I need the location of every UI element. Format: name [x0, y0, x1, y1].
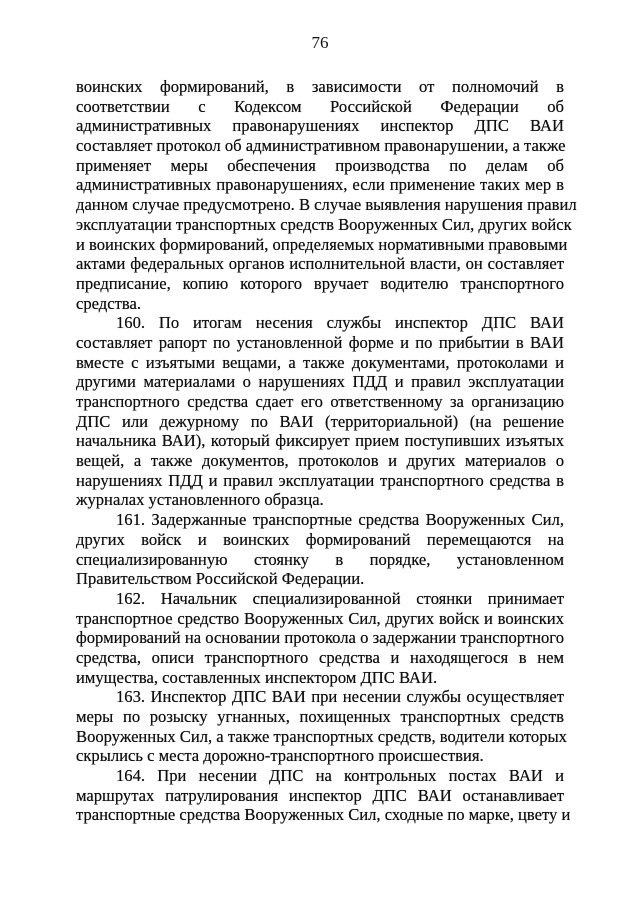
paragraph [76, 766, 571, 825]
text-line: другими материалами о нарушениях ПДД и правил эксплуатации [76, 372, 564, 392]
text-line: средства, описи транспортного средства и находящегося в нем [76, 647, 564, 667]
text-line: специализированную стоянку в порядке, установленном [76, 549, 564, 569]
text-line: вещей, а также документов, протоколов и других материалов о [76, 451, 564, 471]
text-line: 162. Начальник специализированной стоянки принимает [116, 588, 564, 608]
text-line: нарушениях ПДД и правил эксплуатации транспортного средства в [76, 470, 564, 490]
paragraph [76, 77, 577, 313]
text-line: ДПС или дежурному по ВАИ (территориальной) (на решение [76, 411, 564, 431]
paragraph [76, 687, 567, 766]
text-line: воинских формирований, в зависимости от полномочий в [76, 77, 564, 96]
document-body [76, 77, 577, 825]
text-line: 160. По итогам несения службы инспектор ДПС ВАИ [116, 313, 564, 333]
text-line: журналах установленного образца. [76, 490, 324, 510]
text-line: составляет рапорт по установленной форме и по прибытии в ВАИ [76, 332, 564, 352]
paragraph [76, 589, 564, 687]
text-line: Правительством Российской Федерации. [76, 569, 365, 589]
text-line: эксплуатации транспортных средств Вооруженных Сил, других войск [76, 214, 572, 234]
text-line: административных правонарушениях инспектор ДПС ВАИ [76, 116, 564, 136]
text-line: средства. [76, 293, 141, 313]
paragraph [76, 510, 564, 589]
text-line: начальника ВАИ), который фиксирует прием поступивших изъятых [76, 431, 564, 451]
text-line: 163. Инспектор ДПС ВАИ при несении службы осуществляет [116, 687, 564, 707]
text-line: административных правонарушениях, если применение таких мер в [76, 175, 564, 195]
text-line: формирований на основании протокола о задержании транспортного [76, 628, 564, 648]
text-line: транспортное средство Вооруженных Сил, других войск и воинских [76, 608, 564, 628]
text-line: скрылись с места дорожно-транспортного происшествия. [76, 746, 484, 766]
text-line: Вооруженных Сил, а также транспортных средств, водители которых [76, 726, 567, 746]
text-line: актами федеральных органов исполнительной власти, он составляет [76, 254, 564, 274]
text-line: транспортного средства сдает его ответственному за организацию [76, 392, 564, 411]
page-number: 76 [311, 33, 329, 52]
text-line: применяет меры обеспечения производства по делам об [76, 155, 564, 175]
text-line: транспортные средства Вооруженных Сил, сходные по марке, цвету и [76, 805, 571, 825]
text-line: вместе с изъятыми вещами, а также документами, протоколами и [76, 352, 564, 372]
paragraph [76, 313, 564, 510]
text-line: имущества, составленных инспектором ДПС ВАИ. [76, 667, 438, 687]
text-line: меры по розыску угнанных, похищенных транспортных средств [76, 707, 564, 726]
text-line: и воинских формирований, определяемых нормативными правовыми [76, 234, 568, 254]
text-line: составляет протокол об административном правонарушении, а также [76, 136, 566, 156]
text-line: данном случае предусмотрено. В случае выявления нарушения правил [76, 195, 577, 215]
text-line: других войск и воинских формирований перемещаются на [76, 529, 564, 549]
text-line: соответствии с Кодексом Российской Федерации об [76, 96, 564, 116]
text-line: предписание, копию которого вручает водителю транспортного [76, 273, 564, 293]
text-line: 164. При несении ДПС на контрольных постах ВАИ и [116, 766, 564, 786]
text-line: 161. Задержанные транспортные средства Вооруженных Сил, [116, 510, 564, 530]
text-line: маршрутах патрулирования инспектор ДПС ВАИ останавливает [76, 785, 564, 805]
